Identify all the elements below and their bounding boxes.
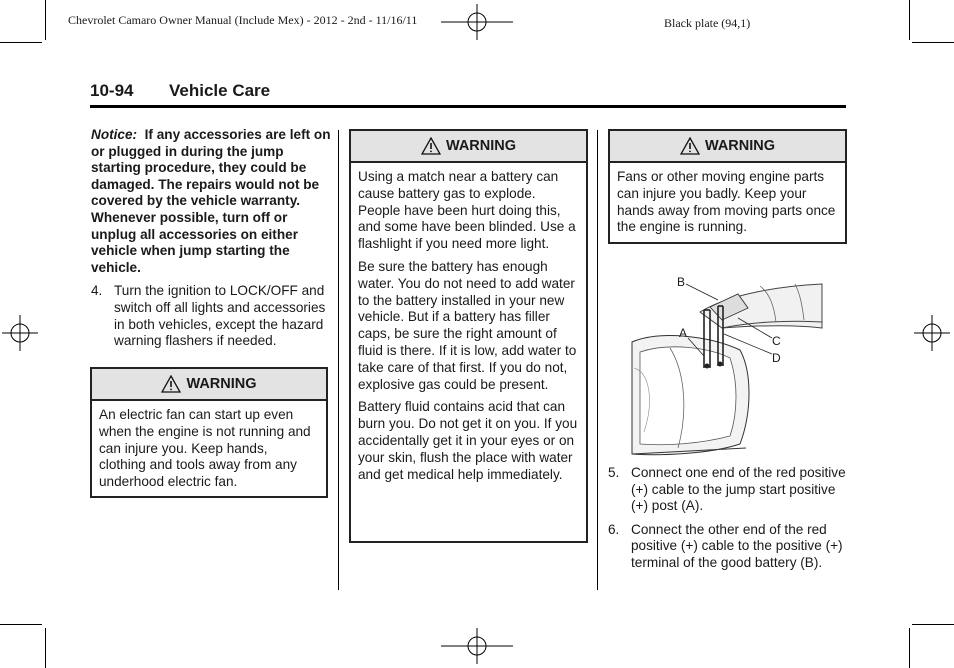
warning-body bbox=[92, 401, 326, 491]
page-header bbox=[90, 81, 846, 108]
registration-mark-icon bbox=[441, 628, 513, 664]
notice-paragraph bbox=[91, 127, 331, 276]
warning-triangle-icon bbox=[421, 137, 441, 155]
car-front-illustration bbox=[630, 272, 830, 457]
warning-body bbox=[610, 163, 845, 236]
step-6 bbox=[608, 522, 846, 572]
warning-title: WARNING bbox=[445, 138, 517, 154]
print-header-left: Chevrolet Camaro Owner Manual (Include Mex) - 2012 - 2nd - 11/16/11 bbox=[68, 13, 418, 27]
crop-mark bbox=[912, 42, 954, 43]
notice-text: If any accessories are left on or plugged in during the jump starting procedure, they could be damaged. The repairs would not be covered by the vehicle warranty. Whenever possible, turn off or unplug all accessories on either vehicle when jump starting the vehicle. bbox=[91, 127, 331, 275]
warning-paragraph-3: Battery fluid contains acid that can burn you. Do not get it on you. If you accidentally get it in your eyes or on your skin, flush the place with water and get medical help immediately. bbox=[358, 399, 578, 482]
step-5 bbox=[608, 465, 846, 515]
warning-title: WARNING bbox=[704, 138, 776, 154]
registration-mark-icon bbox=[441, 4, 513, 40]
warning-header bbox=[351, 131, 586, 163]
warning-header bbox=[610, 131, 845, 163]
step-4 bbox=[91, 283, 331, 349]
step-text: Connect one end of the red positive (+) cable to the jump start positive (+) post (A). bbox=[631, 465, 846, 514]
page-number: 10-94 bbox=[90, 81, 134, 100]
warning-header bbox=[92, 369, 326, 401]
warning-triangle-icon bbox=[680, 137, 700, 155]
figure-label-a: A bbox=[679, 326, 688, 340]
warning-paragraph-1: Using a match near a battery can cause battery gas to explode. People have been hurt doing this, and some have been blinded. Use a flashlight if you need more light. bbox=[358, 169, 576, 252]
step-number: 4. bbox=[91, 283, 103, 299]
warning-text: Fans or other moving engine parts can injure you badly. Keep your hands away from moving parts once the engine is running. bbox=[617, 169, 836, 235]
warning-text: An electric fan can start up even when the engine is not running and can injure you. Keep hands, clothing and tools away from any underhood electric fan. bbox=[99, 407, 311, 490]
crop-mark bbox=[45, 0, 46, 40]
registration-mark-icon bbox=[914, 315, 950, 351]
column-divider bbox=[338, 130, 339, 590]
warning-box-moving-parts bbox=[608, 129, 847, 244]
column-3-steps bbox=[608, 458, 846, 572]
crop-mark bbox=[45, 628, 46, 668]
crop-mark bbox=[0, 42, 42, 43]
warning-title: WARNING bbox=[186, 376, 257, 392]
page-title: Vehicle Care bbox=[169, 81, 271, 100]
step-text: Connect the other end of the red positive (+) cable to the positive (+) terminal of the good battery (B). bbox=[631, 521, 843, 570]
column-1 bbox=[91, 127, 331, 350]
warning-body bbox=[351, 163, 586, 483]
warning-paragraph-2: Be sure the battery has enough water. You do not need to add water to the battery installed in your new vehicle. But if a battery has filler caps, be sure the right amount of fluid is there. If it is low, add water to take care of that first. If you do not, explosive gas could be present. bbox=[358, 258, 577, 392]
step-number: 6. bbox=[608, 521, 620, 537]
crop-mark bbox=[912, 624, 954, 625]
column-divider bbox=[597, 130, 598, 590]
figure-label-b: B bbox=[677, 275, 686, 289]
crop-mark bbox=[909, 0, 910, 40]
warning-box-battery bbox=[349, 129, 588, 543]
notice-label: Notice: bbox=[91, 127, 138, 142]
registration-mark-icon bbox=[2, 315, 38, 351]
warning-triangle-icon bbox=[161, 375, 181, 393]
crop-mark bbox=[0, 624, 42, 625]
warning-box-fan bbox=[90, 367, 328, 498]
figure-label-c: C bbox=[772, 334, 781, 348]
figure-label-d: D bbox=[772, 351, 781, 365]
crop-mark bbox=[909, 628, 910, 668]
step-number: 5. bbox=[608, 465, 620, 480]
jump-start-illustration bbox=[630, 272, 830, 457]
print-header-right: Black plate (94,1) bbox=[664, 16, 751, 30]
step-text: Turn the ignition to LOCK/OFF and switch off all lights and accessories in both vehicles, except the hazard warning flashers if needed. bbox=[114, 283, 326, 349]
